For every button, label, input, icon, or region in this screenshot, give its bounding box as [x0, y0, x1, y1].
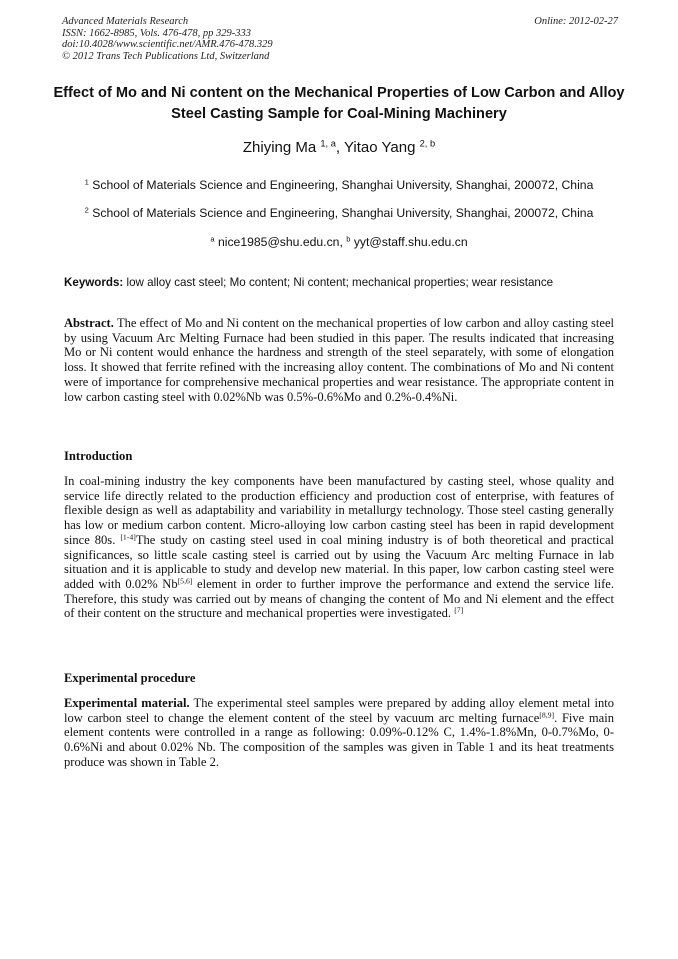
author-line — [0, 139, 678, 156]
author-name: Zhiying Ma — [242, 139, 317, 156]
email-mark: a — [210, 234, 215, 244]
experimental-text: . Five main element contents were controlled in a range as following: 0.09%-0.12% C, 1.4%-1.8%Mn, 0-0.7%Mo, 0-0.6%Ni and about 0.02% Nb. The composition of the samples was given in Table 1 and its heat treatments produce was shown in Table 2. — [64, 710, 614, 769]
copyright-line: © 2012 Trans Tech Publications Ltd, Switzerland — [62, 50, 270, 62]
email-link[interactable]: nice1985@shu.edu.cn — [217, 235, 340, 249]
introduction-paragraph — [64, 474, 614, 621]
author-name: Yitao Yang — [343, 139, 416, 156]
keywords-label: Keywords: — [64, 276, 124, 289]
introduction-heading: Introduction — [64, 449, 133, 463]
abstract-text: The effect of Mo and Ni content on the mechanical properties of low carbon and alloy casting steel by using Vacuum Arc Melting Furnace had been studied in this paper. The results indicated that increasing Mo or Ni content would enhance the hardness and strength of the steel separately, with some of elongation loss. It showed that ferrite refined with the increasing alloy content. The combinations of Mo and Ni content were of importance for comprehensive mechanical properties and wear resistance. The appropriate content in low carbon casting steel with 0.02%Nb was 0.5%-0.6%Mo and 0.2%-0.4%Ni. — [64, 316, 615, 404]
intro-text: element in order to further improve the performance and extend the service life. Therefore, this study was carried out by means of changing the content of Mo and Ni element and the effect of their content on the structure and mechanical properties were investigated. — [64, 576, 614, 621]
experimental-text: The experimental steel samples were prepared by adding alloy element metal into low carbon steel to change the element content of the steel by vacuum arc melting furnace — [64, 696, 614, 725]
email-link[interactable]: yyt@staff.shu.edu.cn — [353, 235, 468, 249]
citation: [1-4] — [120, 532, 136, 542]
online-date: Online: 2012-02-27 — [534, 16, 618, 27]
paper-title: Effect of Mo and Ni content on the Mechanical Properties of Low Carbon and Alloy Steel Casting Sample for Coal-Mining Machinery — [53, 85, 625, 122]
abstract — [64, 316, 614, 404]
affiliation-text: School of Materials Science and Engineering, Shanghai University, Shanghai, 200072, China — [92, 206, 594, 220]
experimental-subheading: Experimental material. — [64, 696, 190, 710]
citation: [5,6] — [177, 576, 193, 586]
affiliation-2 — [0, 206, 678, 220]
intro-text: The study on casting steel used in coal mining industry is of both theoretical and practical significances, so little scale casting steel is carried out by using the Vacuum Arc melting Furnace in lab situation and it is applicable to study and develop new material. In this paper, low carbon casting steel were added with 0.02% Nb — [64, 532, 615, 591]
email-line — [0, 235, 678, 249]
email-separator: , — [339, 235, 347, 249]
affiliation-mark: 2 — [84, 205, 89, 215]
author-affiliation-mark: 1, a — [320, 138, 336, 149]
author-separator: , — [335, 139, 344, 156]
citation: [7] — [454, 605, 464, 615]
affiliation-mark: 1 — [84, 177, 89, 187]
citation: [8,9] — [539, 710, 555, 720]
issn-line: ISSN: 1662-8985, Vols. 476-478, pp 329-333 — [62, 27, 251, 39]
experimental-paragraph — [64, 696, 614, 770]
keywords — [64, 276, 616, 289]
affiliation-text: School of Materials Science and Engineering, Shanghai University, Shanghai, 200072, China — [92, 178, 594, 192]
email-mark: b — [346, 234, 351, 244]
journal-name: Advanced Materials Research — [62, 16, 189, 27]
affiliation-1 — [0, 178, 678, 192]
doi-line: doi:10.4028/www.scientific.net/AMR.476-478.329 — [62, 39, 273, 51]
experimental-heading: Experimental procedure — [64, 671, 196, 685]
keywords-text: low alloy cast steel; Mo content; Ni content; mechanical properties; wear resistance — [126, 276, 554, 289]
abstract-label: Abstract. — [64, 316, 114, 330]
intro-text: In coal-mining industry the key components have been manufactured by casting steel, whose quality and service life directly related to the production efficiency and production cost of enterprise, with features of flexible design as well as adaptability and variability in metallurgy technology. Those steel casting generally has low or medium carbon content. Micro-alloying low carbon casting steel has been in rapid development since 80s. — [64, 474, 614, 547]
author-affiliation-mark: 2, b — [419, 138, 436, 149]
running-header — [62, 16, 618, 62]
